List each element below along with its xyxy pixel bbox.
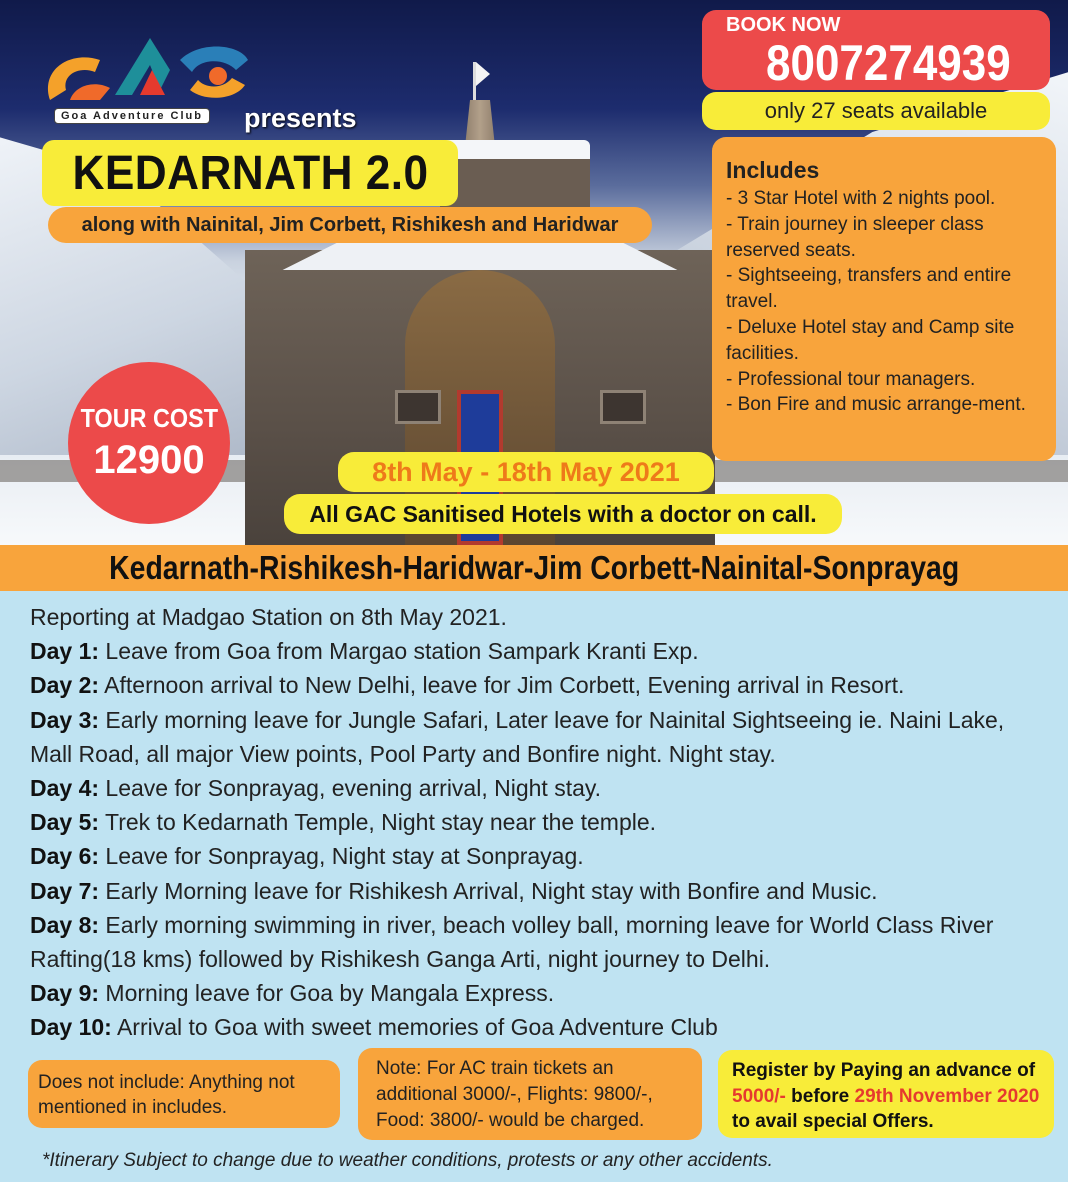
itinerary-day bbox=[30, 1010, 1040, 1044]
itinerary-day bbox=[30, 976, 1040, 1010]
day-label: Day 3: bbox=[30, 706, 100, 733]
includes-item: - 3 Star Hotel with 2 nights pool. bbox=[726, 188, 996, 209]
register-part: before bbox=[785, 1085, 855, 1107]
day-label: Day 8: bbox=[30, 911, 100, 938]
not-included-text: Does not include: Anything not mentioned in includes. bbox=[38, 1072, 295, 1118]
presents-label: presents bbox=[244, 103, 357, 133]
includes-item: - Sightseeing, transfers and entire travel. bbox=[726, 265, 1012, 313]
register-deadline: 29th November 2020 bbox=[854, 1085, 1040, 1107]
temple-window bbox=[395, 390, 441, 424]
includes-item: - Train journey in sleeper class reserved seats. bbox=[726, 213, 984, 261]
includes-item: - Professional tour managers. bbox=[726, 368, 976, 390]
book-now-badge[interactable] bbox=[702, 10, 1050, 90]
note-box bbox=[358, 1048, 702, 1140]
advance-amount: 5000/- bbox=[732, 1085, 786, 1107]
day-text: Morning leave for Goa by Mangala Express. bbox=[99, 980, 555, 1007]
itinerary-day bbox=[30, 634, 1040, 668]
day-label: Day 5: bbox=[30, 809, 100, 836]
day-text: Early morning leave for Jungle Safari, Later leave for Nainital Sightseeing ie. Naini Lake, Mall Road, all major View points, Pool Party and Bonfire night. Night stay. bbox=[30, 706, 1005, 767]
gac-logo bbox=[40, 30, 260, 130]
dates-badge bbox=[338, 452, 714, 492]
day-label: Day 10: bbox=[30, 1014, 112, 1041]
tour-cost-badge bbox=[68, 362, 230, 524]
reporting-line: Reporting at Madgao Station on 8th May 2021. bbox=[30, 604, 507, 630]
day-label: Day 7: bbox=[30, 877, 100, 904]
register-part: to avail special Offers. bbox=[732, 1111, 934, 1132]
day-text: Early Morning leave for Rishikesh Arrival, Night stay with Bonfire and Music. bbox=[99, 877, 878, 904]
itinerary-day bbox=[30, 908, 1040, 976]
itinerary-day bbox=[30, 668, 1040, 702]
itinerary bbox=[30, 600, 1040, 1045]
tour-dates: 8th May - 18th May 2021 bbox=[372, 456, 680, 487]
itinerary-day bbox=[30, 839, 1040, 873]
itinerary-day bbox=[30, 771, 1040, 805]
day-text: Arrival to Goa with sweet memories of Goa Adventure Club bbox=[111, 1014, 718, 1041]
seats-badge bbox=[702, 92, 1050, 130]
day-text: Leave from Goa from Margao station Sampark Kranti Exp. bbox=[99, 638, 699, 665]
disclaimer: *Itinerary Subject to change due to weather conditions, protests or any other accidents. bbox=[42, 1150, 773, 1171]
day-text: Early morning swimming in river, beach volley ball, morning leave for World Class River Rafting(18 kms) followed by Rishikesh Ganga Arti, night journey to Delhi. bbox=[30, 911, 994, 973]
includes-item: - Deluxe Hotel stay and Camp site facilities. bbox=[726, 316, 1015, 364]
temple-window bbox=[600, 390, 646, 424]
phone-number[interactable]: 8007274939 bbox=[766, 35, 1011, 91]
day-text: Trek to Kedarnath Temple, Night stay near the temple. bbox=[99, 809, 657, 836]
sanitised-badge bbox=[284, 494, 842, 534]
title-badge bbox=[42, 140, 458, 206]
subtitle: along with Nainital, Jim Corbett, Rishikesh and Haridwar bbox=[81, 213, 619, 236]
page-title: KEDARNATH 2.0 bbox=[71, 146, 429, 200]
gac-logo-icon bbox=[40, 30, 260, 110]
subtitle-badge bbox=[48, 207, 652, 243]
day-label: Day 2: bbox=[30, 672, 100, 699]
tour-cost-value: 12900 bbox=[93, 438, 205, 482]
day-text: Leave for Sonprayag, Night stay at Sonprayag. bbox=[99, 843, 584, 870]
not-included-box bbox=[28, 1060, 340, 1128]
day-text: Leave for Sonprayag, evening arrival, Night stay. bbox=[99, 775, 602, 802]
itinerary-day bbox=[30, 874, 1040, 908]
includes-panel bbox=[712, 137, 1056, 461]
tour-cost-label: TOUR COST bbox=[80, 403, 218, 433]
seats-available: only 27 seats available bbox=[764, 98, 988, 123]
note-text: Note: For AC train tickets an additional 3000/-, Flights: 9800/-, Food: 3800/- would be charged. bbox=[376, 1058, 653, 1131]
day-label: Day 4: bbox=[30, 775, 100, 802]
itinerary-day bbox=[30, 703, 1040, 771]
includes-item: - Bon Fire and music arrange-ment. bbox=[726, 394, 1026, 416]
route-text: Kedarnath-Rishikesh-Haridwar-Jim Corbett-Nainital-Sonprayag bbox=[109, 549, 959, 586]
day-label: Day 6: bbox=[30, 843, 100, 870]
itinerary-day bbox=[30, 805, 1040, 839]
day-label: Day 1: bbox=[30, 638, 100, 665]
includes-heading: Includes bbox=[726, 157, 820, 183]
register-text bbox=[732, 1058, 1040, 1135]
day-label: Day 9: bbox=[30, 980, 100, 1007]
logo-caption: Goa Adventure Club bbox=[54, 108, 210, 124]
book-now-label: BOOK NOW bbox=[726, 14, 841, 36]
sanitised-text: All GAC Sanitised Hotels with a doctor on call. bbox=[309, 500, 817, 527]
day-text: Afternoon arrival to New Delhi, leave for Jim Corbett, Evening arrival in Resort. bbox=[99, 672, 905, 699]
register-box[interactable] bbox=[718, 1050, 1054, 1138]
route-bar bbox=[0, 545, 1068, 591]
register-part: Register by Paying an advance of bbox=[732, 1060, 1036, 1081]
